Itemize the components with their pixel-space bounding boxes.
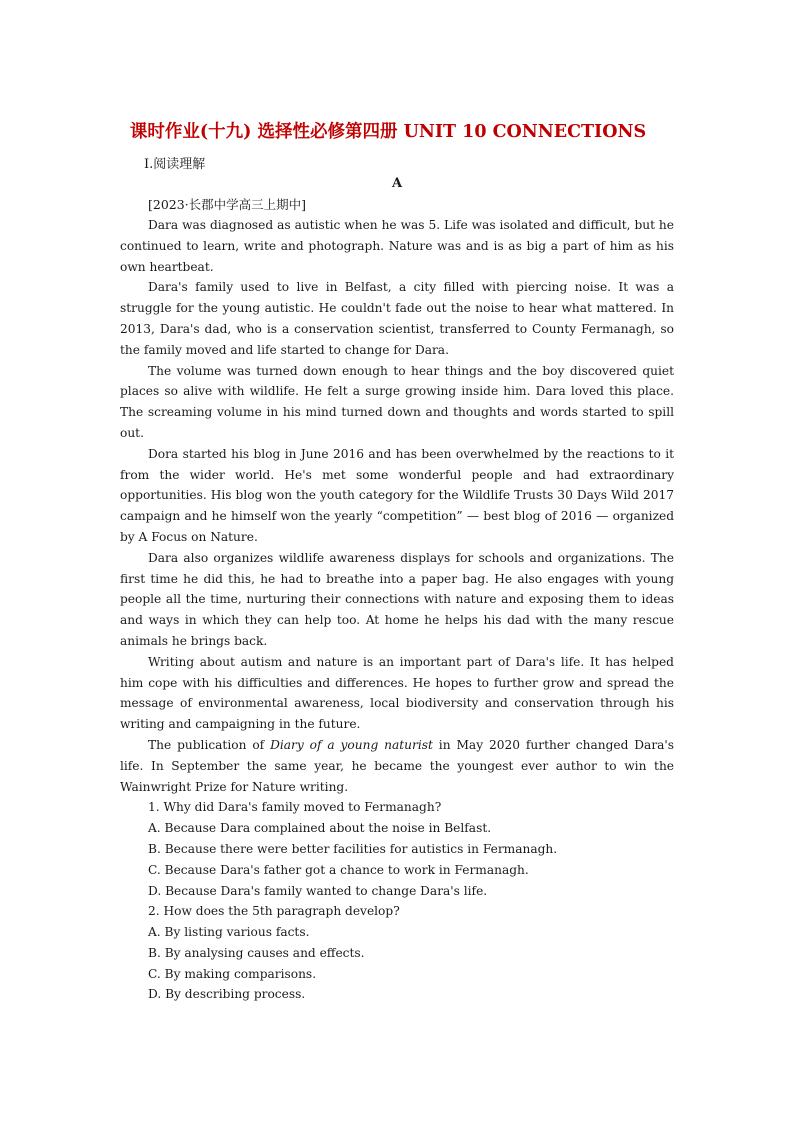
question-2-option-d[interactable]: D. By describing process. — [148, 987, 306, 1002]
paragraph-2: Dara's family used to live in Belfast, a city filled with piercing noise. It was a struggle for the young autistic. He couldn't fade out the noise to hear what mattered. In 2013, Dara's dad, who is a conservation scientist, transferred to County Fermanagh, so the family moved and life started to change for Dara. — [120, 280, 674, 357]
section-heading: Ⅰ.阅读理解 — [144, 157, 206, 172]
paragraph-3: The volume was turned down enough to hear things and the boy discovered quiet places so alive with wildlife. He felt a surge growing inside him. Dara loved this place. The screaming volume in his mind turned down and thoughts and words started to spill out. — [120, 363, 674, 440]
question-2-option-a[interactable]: A. By listing various facts. — [148, 925, 310, 940]
question-1-stem: 1. Why did Dara's family moved to Fermanagh? — [148, 800, 442, 815]
passage-letter: A — [391, 176, 403, 191]
question-1-option-b[interactable]: B. Because there were better facilities for autistics in Fermanagh. — [148, 841, 558, 856]
question-2-stem: 2. How does the 5th paragraph develop? — [148, 904, 400, 919]
paragraph-1: Dara was diagnosed as autistic when he was 5. Life was isolated and difficult, but he continued to learn, write and photograph. Nature was and is as big a part of him as his own heartbeat. — [120, 218, 674, 274]
question-2-option-b[interactable]: B. By analysing causes and effects. — [148, 945, 365, 960]
question-1-option-d[interactable]: D. Because Dara's family wanted to change Dara's life. — [148, 883, 488, 898]
question-1-option-c[interactable]: C. Because Dara's father got a chance to work in Fermanagh. — [148, 862, 529, 877]
paragraph-4: Dora started his blog in June 2016 and has been overwhelmed by the reactions to it from the wider world. He's met some wonderful people and had extraordinary opportunities. His blog won the youth category for the Wildlife Trusts 30 Days Wild 2017 campaign and he himself won the yearly “competition” — best blog of 2016 — organized by A Focus on Nature. — [120, 446, 674, 544]
book-title: Diary of a young naturist — [270, 737, 433, 752]
paragraph-5: Dara also organizes wildlife awareness displays for schools and organizations. The first time he did this, he had to breathe into a paper bag. He also engages with young people all the time, nurturing their connections with nature and exposing them to ideas and ways in which they can help too. At home he helps his dad with the many rescue animals he brings back. — [120, 550, 674, 648]
worksheet-title: 课时作业(十九) 选择性必修第四册 UNIT 10 CONNECTIONS — [129, 122, 647, 142]
paragraph-7-end: in May 2020 further changed Dara's life. In September the same year, he became the youngest ever author to win the Wainwright Prize for Nature writing. — [120, 737, 675, 794]
question-2-option-c[interactable]: C. By making comparisons. — [148, 966, 317, 981]
document-page — [120, 118, 674, 1005]
paragraph-7 — [120, 735, 674, 797]
passage-source: [2023·长郡中学高三上期中] — [148, 197, 307, 212]
paragraph-7-start: The publication of — [148, 737, 271, 752]
paragraph-6: Writing about autism and nature is an important part of Dara's life. It has helped him cope with his difficulties and differences. He hopes to further grow and spread the message of environmental awareness, local biodiversity and conservation through his writing and campaigning in the future. — [120, 654, 674, 732]
question-1-option-a[interactable]: A. Because Dara complained about the noise in Belfast. — [148, 821, 492, 836]
